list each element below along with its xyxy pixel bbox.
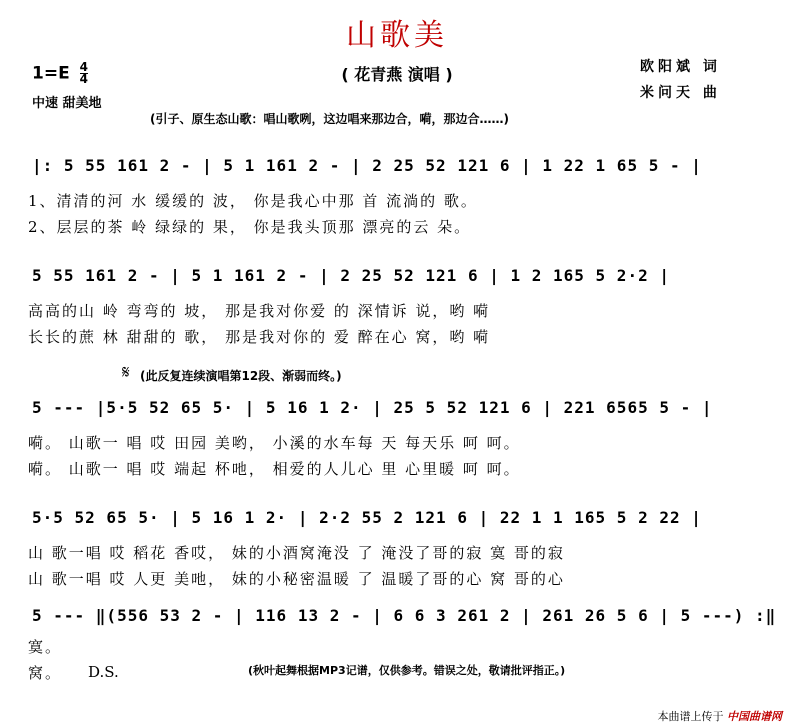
lyric-row-2-verse-1: 高高的山 岭 弯弯的 坡， 那是我对你爱 的 深情诉 说，哟 嗬 (28, 302, 491, 320)
lyricist-credit: 欧阳斌 词 (640, 59, 721, 75)
lyric-row-3-verse-2: 嗬。 山歌一 唱 哎 端起 杯吔， 相爱的人儿心 里 心里暖 呵 呵。 (28, 460, 521, 478)
lyric-row-4-verse-1: 山 歌一唱 哎 稻花 香哎， 妹的小酒窝淹没 了 淹没了哥的寂 寞 哥的寂 (28, 544, 565, 562)
segno-sign: 𝄋 (122, 362, 130, 383)
notation-row-5: 5 --- ‖(556 53 2 - | 116 13 2 - | 6 6 3 261 2 | 261 26 5 6 | 5 ---) :‖ (32, 606, 777, 625)
upload-credit (658, 708, 783, 724)
site-logo[interactable]: 中国曲谱网 (727, 710, 782, 723)
lyric-row-2-verse-2: 长长的蔗 林 甜甜的 歌， 那是我对你的 爱 醉在心 窝，哟 嗬 (28, 328, 491, 346)
key-signature (32, 62, 88, 85)
notation-row-4: 5·5 52 65 5· | 5 16 1 2· | 2·2 55 2 121 6 | 22 1 1 165 5 2 22 | (32, 508, 702, 527)
lyric-row-5-verse-2: 窝。 (28, 664, 63, 682)
upload-text: 本曲谱上传于 (657, 710, 724, 723)
intro-note: (引子、原生态山歌：唱山歌咧，这边唱来那边合，嗬，那边合……) (150, 112, 509, 126)
page-title: 山歌美 (346, 18, 448, 53)
dal-segno-marking: D.S. (88, 663, 119, 681)
time-sig-top: 4 (79, 60, 88, 74)
lyric-row-1-verse-1: 1、清清的河 水 缓缓的 波， 你是我心中那 首 流淌的 歌。 (28, 192, 478, 210)
notation-row-1: |: 5 55 161 2 - | 5 1 161 2 - | 2 25 52 121 6 | 1 22 1 65 5 - | (32, 156, 702, 175)
lyric-row-5-verse-1: 寞。 (28, 638, 63, 656)
lyric-row-1-verse-2: 2、层层的茶 岭 绿绿的 果， 你是我头顶那 漂亮的云 朵。 (28, 218, 472, 236)
performer-subtitle: ( 花青燕 演唱 ) (341, 65, 453, 84)
composer-credit: 米问天 曲 (640, 85, 721, 101)
repeat-note: (此反复连续演唱第12段、渐弱而终。) (140, 369, 342, 383)
notation-row-2: 5 55 161 2 - | 5 1 161 2 - | 2 25 52 121 6 | 1 2 165 5 2·2 | (32, 266, 670, 285)
lyric-row-3-verse-1: 嗬。 山歌一 唱 哎 田园 美哟， 小溪的水车每 天 每天乐 呵 呵。 (28, 434, 521, 452)
notation-row-3: 5 --- |5·5 52 65 5· | 5 16 1 2· | 25 5 52 121 6 | 221 6565 5 - | (32, 398, 713, 417)
time-sig-bottom: 4 (79, 72, 88, 86)
time-signature (80, 62, 88, 85)
transcription-footnote: (秋叶起舞根据MP3记谱，仅供参考。错误之处，敬请批评指正。) (248, 664, 566, 677)
tempo-marking: 中速 甜美地 (32, 96, 102, 111)
key-label: 1=E (32, 63, 70, 84)
lyric-row-4-verse-2: 山 歌一唱 哎 人更 美吔， 妹的小秘密温暖 了 温暖了哥的心 窝 哥的心 (28, 570, 565, 588)
